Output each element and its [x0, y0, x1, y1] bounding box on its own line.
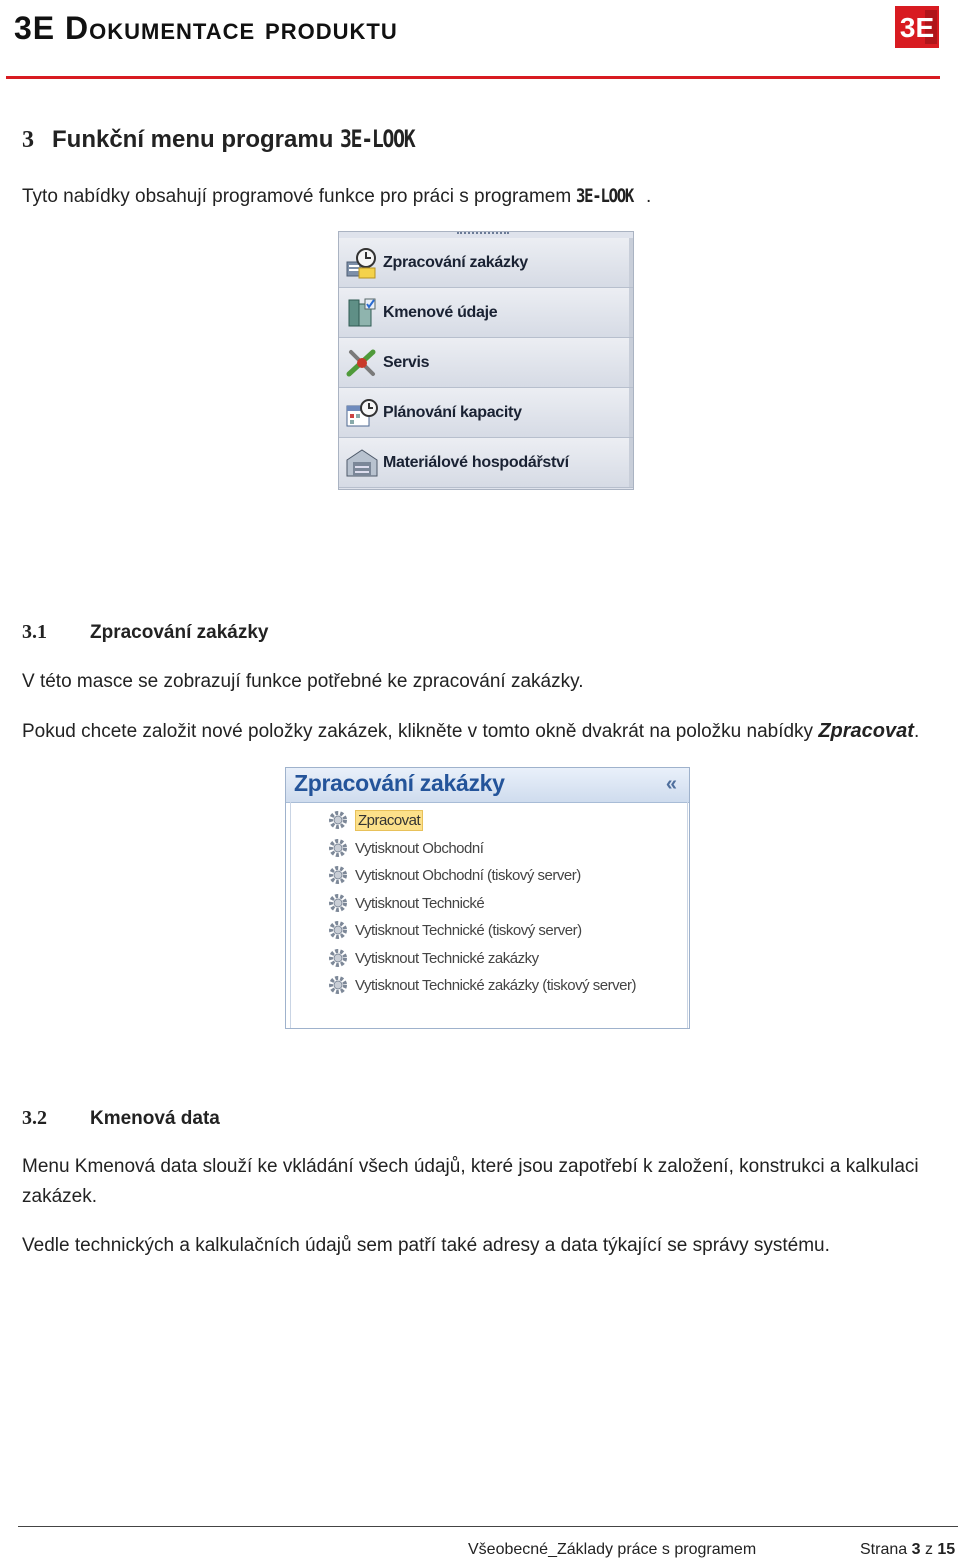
emphasized-term: Zpracovat — [818, 720, 914, 742]
subsection-title: Kmenová data — [90, 1108, 220, 1129]
task-item[interactable] — [327, 891, 484, 915]
page-total: 15 — [937, 1541, 956, 1558]
gear-icon — [327, 809, 349, 831]
logo-text: 3E — [899, 12, 935, 43]
nav-item-label: Zpracování zakázky — [383, 253, 528, 271]
nav-item-servis[interactable] — [339, 338, 633, 388]
intro-text: Tyto nabídky obsahují programové funkce pro práci s programem — [22, 186, 572, 207]
warehouse-icon — [345, 446, 379, 480]
grip-dots — [457, 232, 509, 237]
task-item[interactable] — [327, 973, 636, 997]
nav-item-label: Servis — [383, 353, 430, 371]
footer-divider — [18, 1526, 958, 1527]
collapse-chevron-icon[interactable]: « — [665, 773, 677, 795]
task-item[interactable] — [327, 863, 581, 887]
subsection-number: 3.2 — [22, 1107, 47, 1129]
calendar-clock-icon — [345, 396, 379, 430]
gear-icon — [327, 947, 349, 969]
brand-name: 3E-LOOK — [340, 125, 415, 153]
task-panel-title: Zpracování zakázky — [294, 770, 505, 796]
paragraph-suffix: . — [913, 721, 920, 742]
header-divider — [6, 76, 940, 79]
footer-document-name: Všeobecné_Základy práce s programem — [468, 1541, 757, 1558]
section-title: Funkční menu programu — [52, 126, 334, 153]
task-panel — [285, 767, 690, 1029]
nav-item-kmenove-udaje[interactable] — [339, 288, 633, 338]
gear-icon — [327, 892, 349, 914]
nav-item-label: Materiálové hospodářství — [383, 453, 569, 471]
gear-icon — [327, 837, 349, 859]
document-title: 3E Dokumentace produktu — [14, 10, 398, 46]
intro-paragraph — [22, 181, 651, 212]
subsection-number: 3.1 — [22, 621, 47, 643]
nav-item-label: Kmenové údaje — [383, 303, 498, 321]
company-logo — [895, 6, 939, 48]
subsection-title: Zpracování zakázky — [90, 622, 269, 643]
nav-item-planovani-kapacity[interactable] — [339, 388, 633, 438]
nav-item-zpracovani-zakazky[interactable] — [339, 238, 633, 288]
paragraph: V této masce se zobrazují funkce potřebné ke zpracování zakázky. — [22, 671, 584, 692]
subsection-heading-3-1 — [22, 618, 268, 647]
tools-icon — [345, 346, 379, 380]
section-number: 3 — [22, 127, 34, 153]
book-check-icon — [345, 296, 379, 330]
task-item-label: Zpracovat — [355, 810, 423, 831]
page-separator: z — [924, 1541, 933, 1558]
task-item-label: Vytisknout Technické zakázky — [355, 949, 539, 967]
footer-page-number — [860, 1541, 955, 1559]
task-item-label: Vytisknout Technické zakázky (tiskový server) — [355, 976, 636, 994]
nav-item-label: Plánování kapacity — [383, 403, 522, 421]
clock-order-icon — [345, 246, 379, 280]
task-item-zpracovat[interactable] — [327, 808, 423, 832]
page-prefix: Strana — [860, 1541, 908, 1558]
paragraph: Vedle technických a kalkulačních údajů sem patří také adresy a data týkající se správy systému. — [22, 1235, 830, 1256]
gear-icon — [327, 864, 349, 886]
page-current: 3 — [911, 1541, 921, 1558]
task-item-label: Vytisknout Obchodní — [355, 839, 484, 857]
navigation-menu-panel — [338, 231, 634, 490]
brand-name-inline: 3E-LOOK — [576, 185, 634, 207]
task-item-label: Vytisknout Technické — [355, 894, 485, 912]
gear-icon — [327, 974, 349, 996]
task-item-label: Vytisknout Obchodní (tiskový server) — [355, 866, 581, 884]
nav-item-materialove-hospodarstvi[interactable] — [339, 438, 633, 488]
paragraph-line: Menu Kmenová data slouží ke vkládání všech údajů, které jsou zapotřebí k založení, konstrukci a kalkulaci — [22, 1156, 919, 1177]
gear-icon — [327, 919, 349, 941]
task-panel-header — [286, 768, 689, 803]
paragraph-text: Pokud chcete založit nové položky zakázek, klikněte v tomto okně dvakrát na položku nabídky — [22, 721, 814, 742]
task-item[interactable] — [327, 946, 539, 970]
section-heading — [22, 124, 431, 155]
paragraph — [22, 716, 919, 747]
task-item[interactable] — [327, 836, 483, 860]
intro-suffix: . — [646, 186, 652, 207]
subsection-heading-3-2 — [22, 1104, 220, 1133]
paragraph-line: zakázek. — [22, 1186, 97, 1207]
task-item-label: Vytisknout Technické (tiskový server) — [355, 921, 582, 939]
task-list — [290, 802, 688, 1028]
task-item[interactable] — [327, 918, 582, 942]
